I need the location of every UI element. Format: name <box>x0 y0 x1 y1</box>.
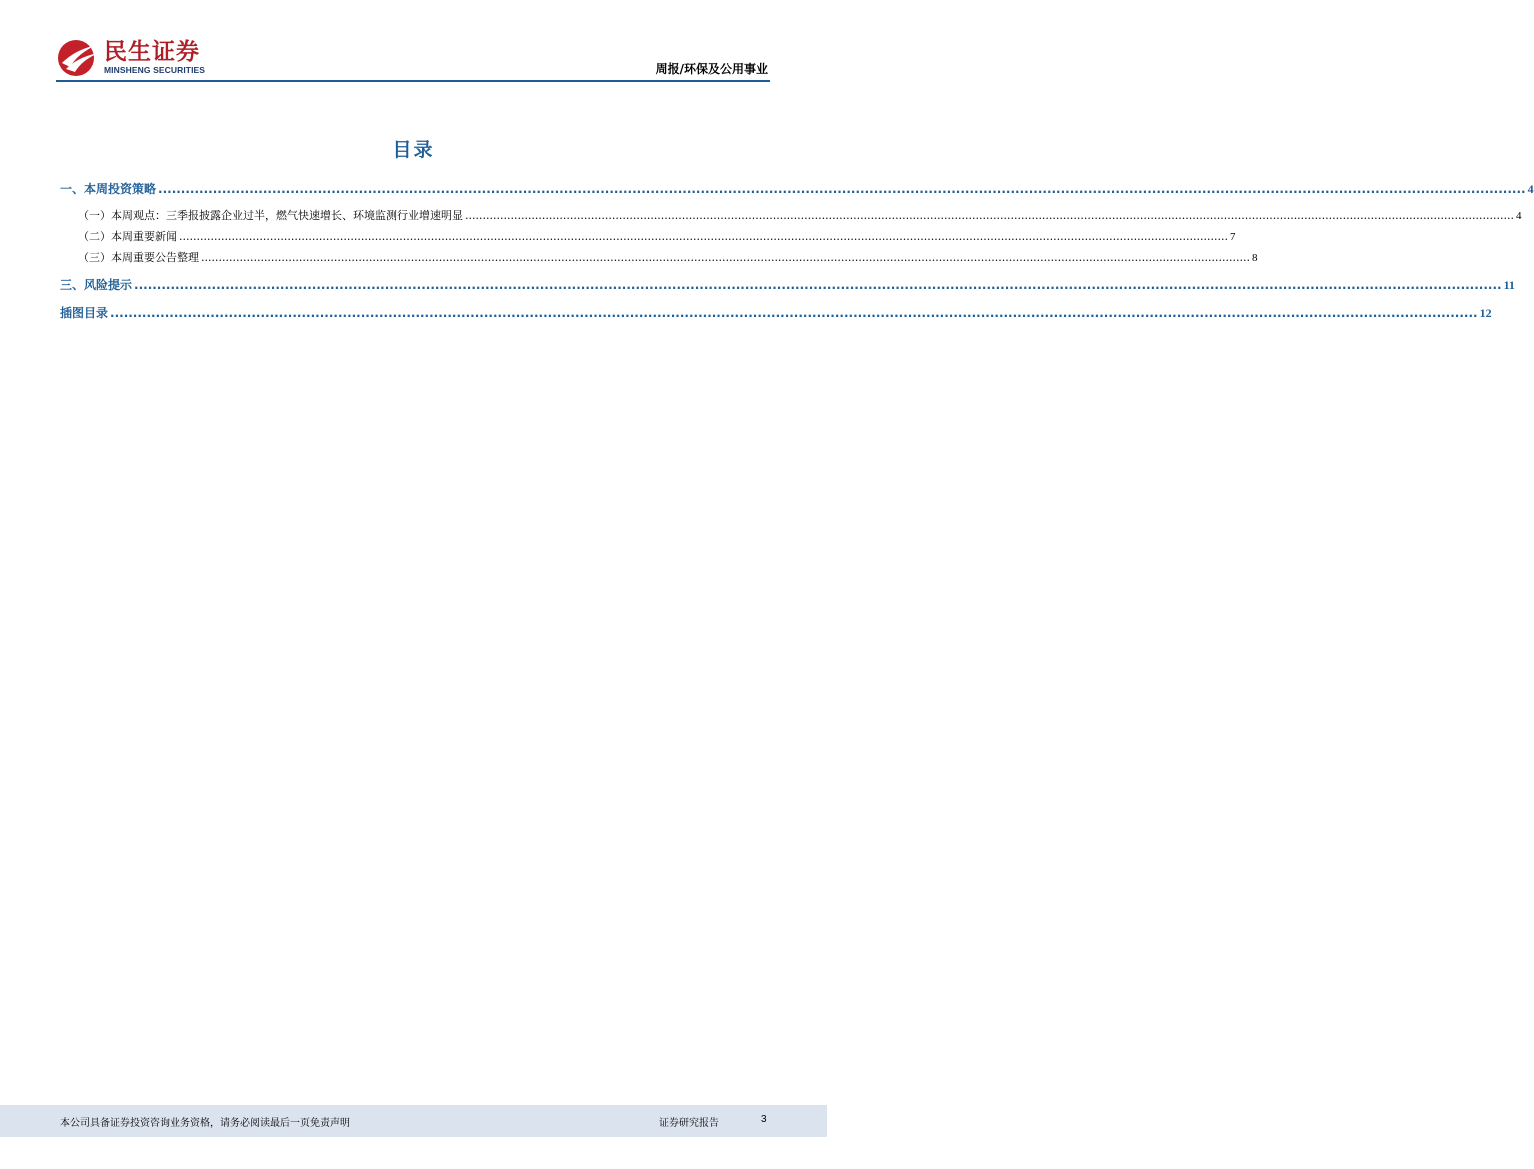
toc-entry-weekly-view[interactable] <box>60 207 1522 223</box>
toc-leader-dots: ............................................................................................................................................................................................................................................................................................................ <box>134 278 1502 292</box>
toc-entry-page: 4 <box>1527 182 1534 196</box>
minsheng-logo-icon <box>56 37 100 77</box>
toc-entry-label: （二）本周重要新闻 <box>78 230 177 243</box>
toc-entry-figure-index[interactable] <box>60 304 1492 321</box>
toc-entry-page: 11 <box>1503 278 1515 292</box>
logo-chinese-name: 民生证券 <box>104 39 200 65</box>
toc-leader-dots: ............................................................................................................................................................................................................................................................................................................ <box>179 230 1228 243</box>
logo-english-name: MINSHENG SECURITIES <box>104 65 206 75</box>
toc-entry-risk-warning[interactable] <box>60 276 1515 293</box>
page-header <box>56 36 770 82</box>
toc-leader-dots: ............................................................................................................................................................................................................................................................................................................ <box>110 306 1478 320</box>
toc-entry-weekly-news[interactable] <box>60 228 1236 244</box>
company-logo <box>56 36 205 78</box>
toc-entry-page: 4 <box>1515 210 1522 222</box>
toc-entry-page: 8 <box>1251 252 1258 264</box>
toc-entry-investment-strategy[interactable] <box>60 180 1534 197</box>
toc-entry-page: 12 <box>1479 306 1492 320</box>
toc-entry-page: 7 <box>1229 231 1236 243</box>
toc-entry-label: （三）本周重要公告整理 <box>78 251 199 264</box>
header-divider <box>56 80 770 82</box>
toc-entry-label: （一）本周观点：三季报披露企业过半，燃气快速增长、环境监测行业增速明显 <box>78 209 463 222</box>
footer-report-label: 证券研究报告 <box>659 1118 719 1129</box>
toc-entry-label: 插图目录 <box>60 306 109 320</box>
toc-leader-dots: ............................................................................................................................................................................................................................................................................................................ <box>158 182 1526 196</box>
page-footer <box>0 1105 827 1137</box>
toc-leader-dots: ............................................................................................................................................................................................................................................................................................................ <box>465 209 1514 222</box>
toc-leader-dots: ............................................................................................................................................................................................................................................................................................................ <box>201 251 1250 264</box>
toc-entry-label: 一、本周投资策略 <box>60 182 157 196</box>
footer-disclaimer: 本公司具备证券投资咨询业务资格，请务必阅读最后一页免责声明 <box>60 1118 350 1129</box>
report-type: 周报/环保及公用事业 <box>655 62 768 76</box>
footer-page-number: 3 <box>761 1114 767 1125</box>
toc-entry-weekly-announcements[interactable] <box>60 249 1258 265</box>
toc-title: 目录 <box>392 139 435 161</box>
toc-entry-label: 三、风险提示 <box>60 278 133 292</box>
